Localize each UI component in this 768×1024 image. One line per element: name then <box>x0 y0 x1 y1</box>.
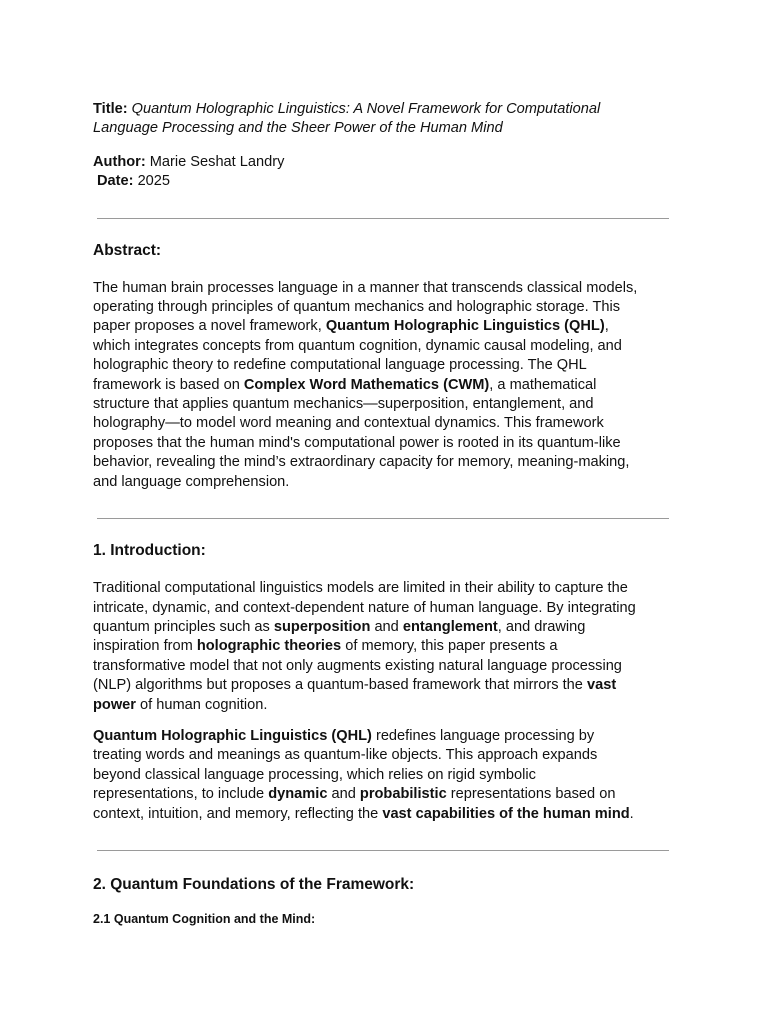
text-line: The human brain processes language in a manner that transcends classical models, <box>93 279 638 296</box>
introduction-heading: 1. Introduction: <box>93 542 206 560</box>
text-line: behavior, revealing the mind’s extraordinary capacity for memory, meaning-making, <box>93 454 630 471</box>
title-line-2 <box>93 119 675 138</box>
introduction-paragraph-1 <box>93 579 675 715</box>
text-line: transformative model that not only augments existing natural language processing <box>93 657 622 674</box>
introduction-paragraph-2 <box>93 727 675 824</box>
text-line <box>93 376 675 395</box>
meta-block <box>93 153 675 192</box>
bold-term: superposition <box>273 618 371 635</box>
text-line <box>93 785 675 804</box>
bold-term: dynamic <box>268 786 328 803</box>
bold-term: probabilistic <box>359 786 447 803</box>
text-line: treating words and meanings as quantum-like objects. This approach expands <box>93 747 598 764</box>
abstract-paragraph <box>93 279 675 492</box>
text-span: , a mathematical <box>489 376 597 393</box>
bold-term: Quantum Holographic Linguistics (QHL) <box>93 727 372 744</box>
text-span: framework is based on <box>93 376 244 393</box>
author-line <box>93 153 675 172</box>
text-span: representations, to include <box>93 786 269 803</box>
text-line <box>93 637 675 656</box>
date-label: Date: <box>97 173 134 190</box>
text-line <box>93 317 675 336</box>
date-line <box>93 172 675 191</box>
text-span: . <box>629 805 634 822</box>
text-line <box>93 805 675 824</box>
text-line: holography—to model word meaning and contextual dynamics. This framework <box>93 415 604 432</box>
title-label: Title: <box>93 101 128 117</box>
text-line: which integrates concepts from quantum cognition, dynamic causal modeling, and <box>93 337 622 354</box>
text-span: quantum principles such as <box>93 618 274 635</box>
bold-term: holographic theories <box>196 638 342 655</box>
text-span: , <box>604 318 609 335</box>
bold-term: Complex Word Mathematics (CWM) <box>243 376 490 393</box>
abstract-heading: Abstract: <box>93 241 162 259</box>
paper-title-part-2: Language Processing and the Sheer Power of the Human Mind <box>93 120 503 137</box>
bold-term: power <box>93 696 136 713</box>
text-line: proposes that the human mind's computational power is rooted in its quantum-like <box>93 434 621 451</box>
section-2-heading: 2. Quantum Foundations of the Framework: <box>93 875 415 893</box>
author-label: Author: <box>93 153 146 170</box>
bold-term: Quantum Holographic Linguistics (QHL) <box>325 318 605 335</box>
text-span: paper proposes a novel framework, <box>93 318 326 335</box>
text-span: (NLP) algorithms but proposes a quantum-based framework that mirrors the <box>93 677 587 694</box>
bold-term: vast <box>586 677 617 694</box>
text-line: beyond classical language processing, which relies on rigid symbolic <box>93 766 536 783</box>
bold-term: entanglement <box>402 618 498 635</box>
text-span: and <box>370 618 403 635</box>
text-line <box>93 676 675 695</box>
text-line: Traditional computational linguistics models are limited in their ability to capture the <box>93 580 628 597</box>
divider <box>97 850 669 851</box>
text-span: of human cognition. <box>135 696 268 713</box>
author-name: Marie Seshat Landry <box>149 153 285 170</box>
subsection-2-1-heading: 2.1 Quantum Cognition and the Mind: <box>93 911 316 926</box>
date-value: 2025 <box>137 173 171 190</box>
text-line: holographic theory to redefine computational language processing. The QHL <box>93 357 587 374</box>
title-block <box>93 100 675 139</box>
text-span: representations based on <box>446 786 616 803</box>
divider <box>97 218 669 219</box>
text-line: operating through principles of quantum mechanics and holographic storage. This <box>93 299 621 316</box>
text-line: and language comprehension. <box>93 473 290 490</box>
paper-title-part-1: Quantum Holographic Linguistics: A Novel Framework for Computational <box>131 101 601 117</box>
text-line <box>93 727 675 746</box>
text-span: and <box>327 786 360 803</box>
text-span: of memory, this paper presents a <box>341 638 558 655</box>
text-line <box>93 618 675 637</box>
text-line: intricate, dynamic, and context-dependent nature of human language. By integrating <box>93 599 636 616</box>
text-span: redefines language processing by <box>371 727 595 744</box>
title-line-1 <box>93 100 675 119</box>
text-span: inspiration from <box>93 638 197 655</box>
text-span: context, intuition, and memory, reflecting the <box>93 805 383 822</box>
bold-term: vast capabilities of the human mind <box>382 805 630 822</box>
document-page <box>93 100 675 927</box>
divider <box>97 518 669 519</box>
text-line: structure that applies quantum mechanics—superposition, entanglement, and <box>93 396 594 413</box>
text-line <box>93 696 675 715</box>
text-span: , and drawing <box>497 618 586 635</box>
